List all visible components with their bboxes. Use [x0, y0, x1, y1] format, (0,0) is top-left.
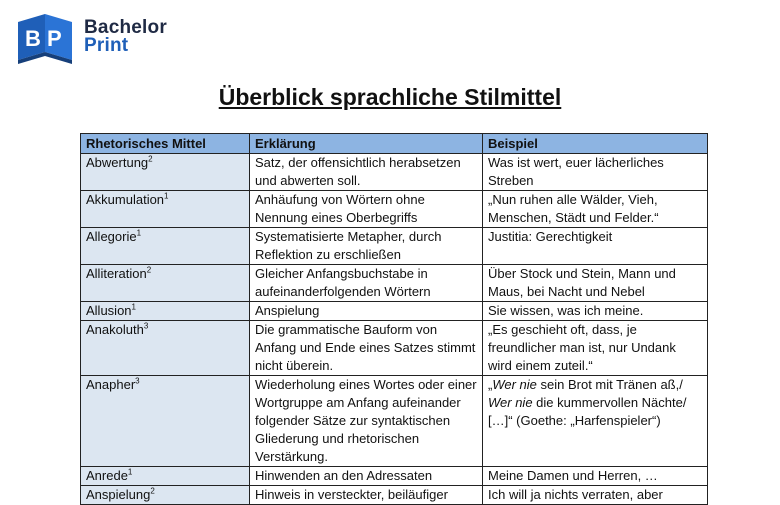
term-name: Anakoluth [86, 322, 144, 337]
brand-name-line1: Bachelor [84, 17, 167, 38]
example-cell: „Es geschieht oft, dass, je freundlicher man ist, nur Undank wird einem zuteil.“ [483, 321, 708, 376]
table-row [81, 191, 708, 228]
footnote-ref: 1 [127, 467, 133, 477]
table-row [81, 467, 708, 486]
column-header-explanation: Erklärung [250, 134, 483, 154]
explanation-cell: Gleicher Anfangsbuchstabe in aufeinanderfolgenden Wörtern [250, 265, 483, 302]
svg-text:P: P [47, 26, 62, 51]
explanation-cell: Die grammatische Bauform von Anfang und Ende eines Satzes stimmt nicht überein. [250, 321, 483, 376]
example-emphasis: Wer nie [488, 395, 533, 410]
term-cell [81, 191, 250, 228]
explanation-cell: Anspielung [250, 302, 483, 321]
explanation-cell: Anhäufung von Wörtern ohne Nennung eines Oberbegriffs [250, 191, 483, 228]
term-name: Anrede [86, 468, 128, 483]
term-name: Allegorie [86, 229, 137, 244]
table-row [81, 321, 708, 376]
brand-logo [14, 6, 167, 68]
term-cell [81, 467, 250, 486]
table-row [81, 486, 708, 505]
column-header-term: Rhetorisches Mittel [81, 134, 250, 154]
explanation-cell: Wiederholung eines Wortes oder einer Wortgruppe am Anfang aufeinander folgender Sätze zur syntaktischen Gliederung und rhetorischen Verstärkung. [250, 376, 483, 467]
book-logo-icon [14, 6, 76, 68]
explanation-cell: Satz, der offensichtlich herabsetzen und abwerten soll. [250, 154, 483, 191]
example-text: „ [488, 377, 493, 392]
footnote-ref: 1 [131, 302, 136, 312]
table-row [81, 265, 708, 302]
term-name: Allusion [86, 303, 132, 318]
explanation-cell: Hinweis in versteckter, beiläufiger [250, 486, 483, 505]
term-cell [81, 265, 250, 302]
table-row [81, 302, 708, 321]
term-name: Akkumulation [86, 192, 165, 207]
example-cell: Justitia: Gerechtigkeit [483, 228, 708, 265]
footnote-ref: 1 [164, 191, 169, 201]
term-cell [81, 154, 250, 191]
column-header-example: Beispiel [483, 134, 708, 154]
term-name: Alliteration [86, 266, 147, 281]
example-cell: Über Stock und Stein, Mann und Maus, bei Nacht und Nebel [483, 265, 708, 302]
page-title: Überblick sprachliche Stilmittel [218, 84, 562, 110]
example-text: die kummervollen Nächte/ […]“ (Goethe: „Harfenspieler“) [488, 395, 687, 428]
example-cell: Meine Damen und Herren, … [483, 467, 708, 486]
term-name: Abwertung [86, 155, 149, 170]
footnote-ref: 2 [148, 154, 153, 164]
footnote-ref: 1 [136, 228, 142, 238]
term-name: Anapher [86, 377, 136, 392]
footnote-ref: 2 [146, 265, 152, 275]
footnote-ref: 2 [150, 486, 155, 496]
brand-name-line2: Print [84, 35, 129, 56]
svg-text:B: B [25, 26, 41, 51]
term-cell [81, 321, 250, 376]
example-emphasis: Wer nie [492, 377, 537, 392]
term-cell [81, 376, 250, 467]
table-header-row [81, 134, 708, 154]
footnote-ref: 3 [143, 321, 149, 331]
example-text: sein Brot mit Tränen aß,/ [536, 377, 683, 392]
example-cell: Was ist wert, euer lächerliches Streben [483, 154, 708, 191]
example-cell: Sie wissen, was ich meine. [483, 302, 708, 321]
footnote-ref: 3 [135, 376, 140, 386]
term-name: Anspielung [86, 487, 151, 502]
example-cell: „Nun ruhen alle Wälder, Vieh, Menschen, Städt und Felder.“ [483, 191, 708, 228]
example-cell [483, 376, 708, 467]
term-cell [81, 228, 250, 265]
example-cell: Ich will ja nichts verraten, aber [483, 486, 708, 505]
table-row [81, 154, 708, 191]
table-row [81, 228, 708, 265]
explanation-cell: Hinwenden an den Adressaten [250, 467, 483, 486]
term-cell [81, 302, 250, 321]
table-row [81, 376, 708, 467]
explanation-cell: Systematisierte Metapher, durch Reflektion zu erschließen [250, 228, 483, 265]
term-cell [81, 486, 250, 505]
stilmittel-table [80, 133, 708, 505]
